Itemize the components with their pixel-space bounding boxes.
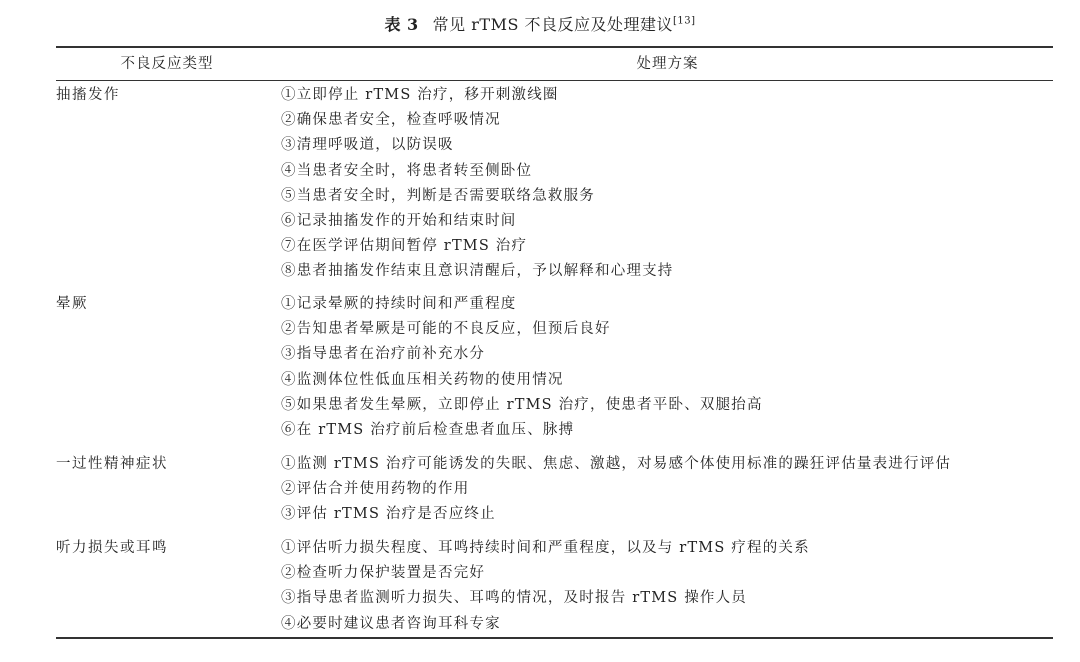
reference-marker: [13] — [673, 15, 696, 27]
list-item: ②告知患者晕厥是可能的不良反应，但预后良好 — [281, 321, 611, 338]
header-rule — [56, 80, 1053, 81]
list-item: ①评估听力损失程度、耳鸣持续时间和严重程度，以及与 rTMS 疗程的关系 — [281, 540, 810, 556]
list-item: ①记录晕厥的持续时间和严重程度 — [281, 296, 517, 312]
psychiatric-measures-list — [281, 452, 951, 528]
table-number: 表 3 — [384, 15, 419, 34]
list-item: ⑦在医学评估期间暂停 rTMS 治疗 — [281, 238, 528, 255]
list-item: ⑤当患者安全时，判断是否需要联络急救服务 — [281, 187, 595, 204]
category-seizure: 抽搐发作 — [56, 87, 120, 103]
top-rule — [56, 46, 1053, 48]
list-item: ③指导患者在治疗前补充水分 — [281, 346, 486, 363]
list-item: ④当患者安全时，将患者转至侧卧位 — [281, 162, 533, 179]
list-item: ③指导患者监测听力损失、耳鸣的情况，及时报告 rTMS 操作人员 — [281, 590, 747, 607]
category-transient-psychiatric: 一过性精神症状 — [56, 456, 168, 472]
syncope-measures-list — [281, 292, 763, 443]
list-item: ⑤如果患者发生晕厥，立即停止 rTMS 治疗，使患者平卧、双腿抬高 — [281, 396, 763, 413]
seizure-measures-list — [281, 83, 674, 285]
table-title: 常见 rTMS 不良反应及处理建议 — [432, 15, 674, 34]
list-item: ①监测 rTMS 治疗可能诱发的失眠、焦虑、激越，对易感个体使用标准的躁狂评估量表进行评估 — [281, 456, 952, 472]
table-caption — [0, 14, 1080, 36]
list-item: ④必要时建议患者咨询耳科专家 — [281, 615, 501, 632]
list-item: ⑥在 rTMS 治疗前后检查患者血压、脉搏 — [281, 421, 575, 438]
category-syncope: 晕厥 — [56, 296, 88, 312]
header-treatment-plan: 处理方案 — [636, 56, 699, 72]
list-item: ②确保患者安全，检查呼吸情况 — [281, 112, 501, 129]
category-hearing-loss-tinnitus: 听力损失或耳鸣 — [56, 540, 168, 556]
list-item: ⑧患者抽搐发作结束且意识清醒后，予以解释和心理支持 — [281, 263, 674, 280]
list-item: ①立即停止 rTMS 治疗，移开刺激线圈 — [281, 87, 559, 103]
list-item: ②评估合并使用药物的作用 — [281, 481, 470, 498]
list-item: ③评估 rTMS 治疗是否应终止 — [281, 506, 496, 523]
hearing-measures-list — [281, 536, 810, 637]
header-reaction-type: 不良反应类型 — [120, 56, 214, 72]
list-item: ⑥记录抽搐发作的开始和结束时间 — [281, 212, 517, 229]
list-item: ③清理呼吸道，以防误吸 — [281, 137, 454, 154]
bottom-rule — [56, 637, 1053, 639]
list-item: ④监测体位性低血压相关药物的使用情况 — [281, 371, 564, 388]
list-item: ②检查听力保护装置是否完好 — [281, 565, 486, 582]
